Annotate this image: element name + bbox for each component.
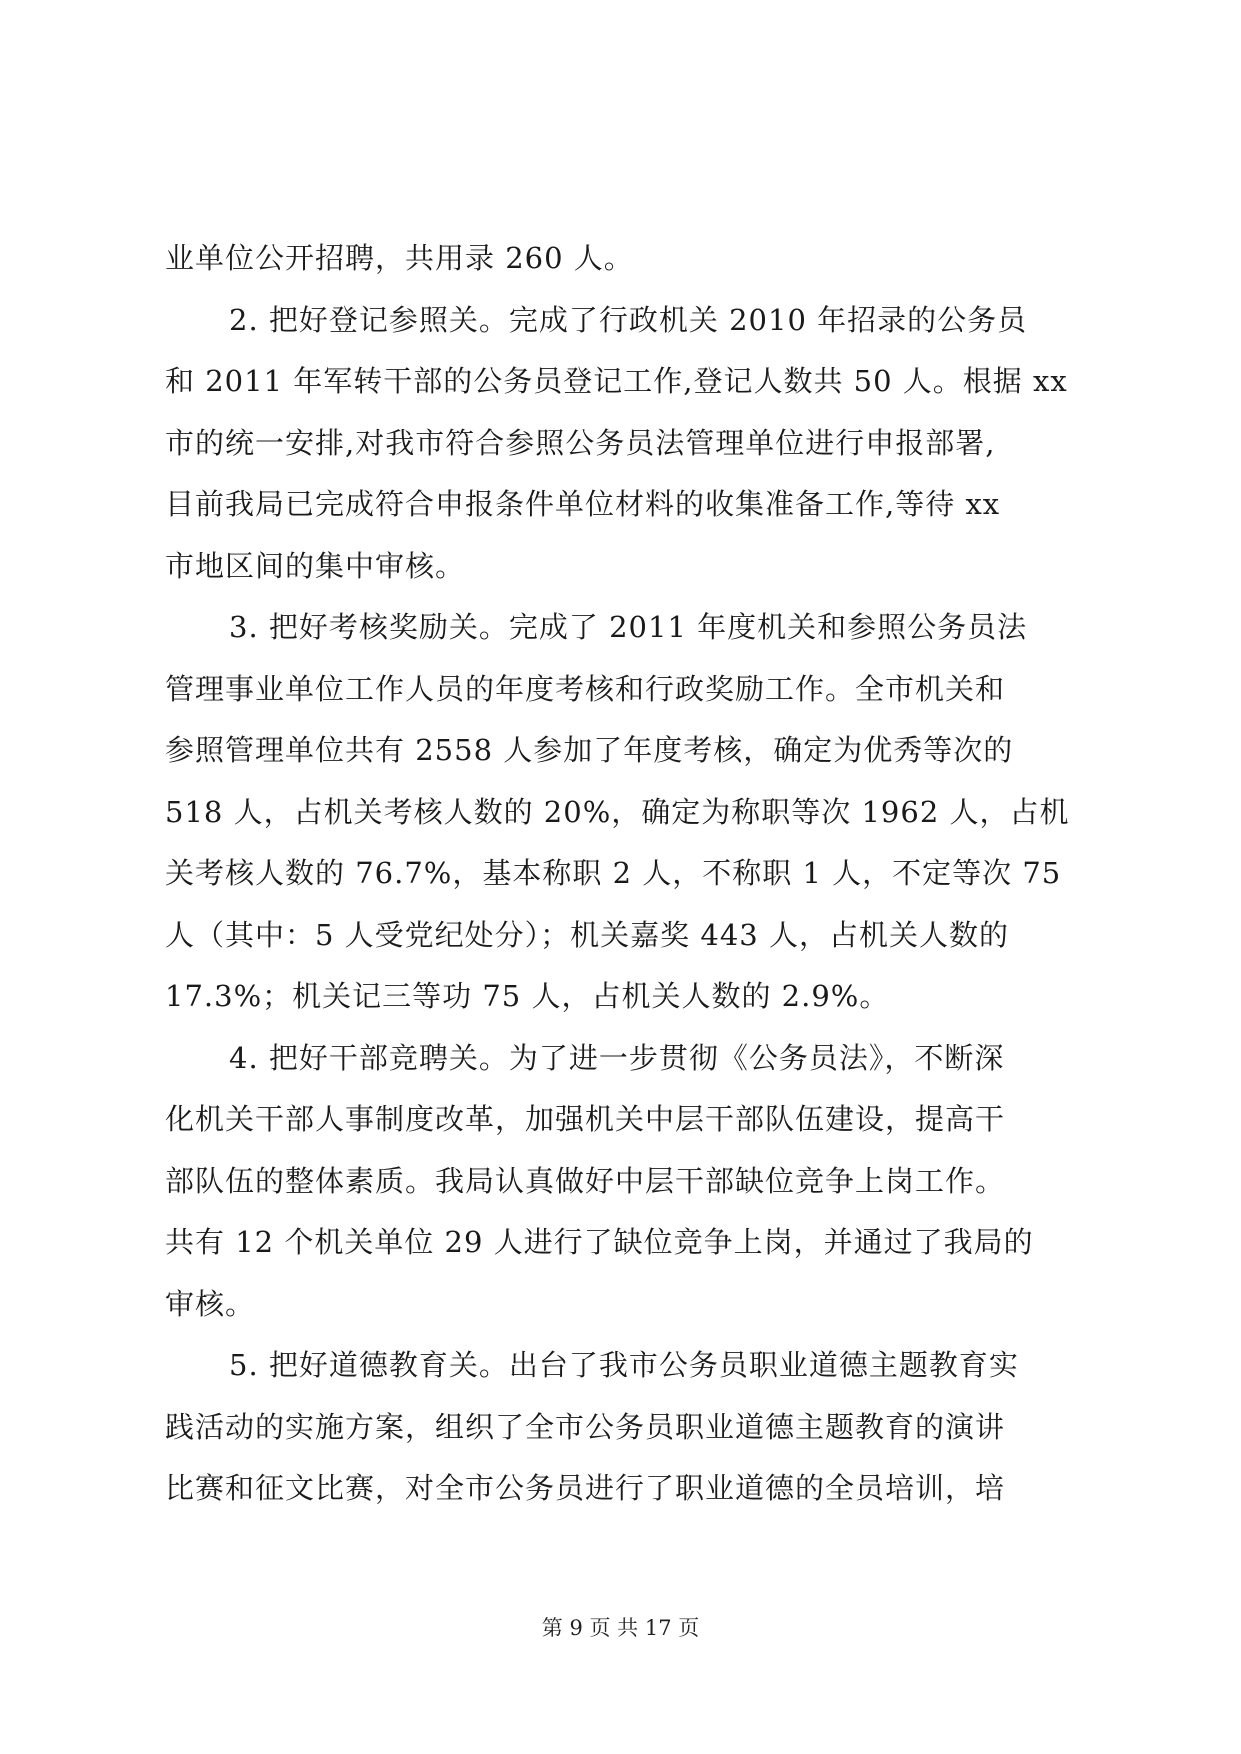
text-line: 和 2011 年军转干部的公务员登记工作,登记人数共 50 人。根据 xx: [165, 364, 1068, 398]
page-footer: 第 9 页 共 17 页: [541, 1616, 700, 1640]
text-line: 17.3%；机关记三等功 75 人，占机关人数的 2.9%。: [165, 979, 890, 1013]
paragraph-2-start: 2. 把好登记参照关。完成了行政机关 2010 年招录的公务员: [229, 302, 1028, 337]
body-text: [165, 228, 1080, 1520]
text-line: 人（其中：5 人受党纪处分）；机关嘉奖 443 人，占机关人数的: [165, 917, 1009, 952]
text-line: 业单位公开招聘，共用录 260 人。: [165, 241, 634, 275]
paragraph-4-start: 4. 把好干部竞聘关。为了进一步贯彻《公务员法》，不断深: [229, 1040, 1005, 1075]
text-line: 市的统一安排,对我市符合参照公务员法管理单位进行申报部署,: [165, 425, 996, 460]
text-line: 目前我局已完成符合申报条件单位材料的收集准备工作,等待 xx: [165, 487, 1001, 521]
text-line: 参照管理单位共有 2558 人参加了年度考核，确定为优秀等次的: [165, 733, 1014, 767]
text-line: 市地区间的集中审核。: [165, 548, 466, 583]
text-line: 关考核人数的 76.7%，基本称职 2 人，不称职 1 人，不定等次 75: [165, 856, 1062, 890]
text-line: 518 人，占机关考核人数的 20%，确定为称职等次 1962 人，占机: [165, 794, 1070, 829]
text-line: 比赛和征文比赛，对全市公务员进行了职业道德的全员培训，培: [165, 1471, 1006, 1505]
text-line: 管理事业单位工作人员的年度考核和行政奖励工作。全市机关和: [165, 671, 1006, 706]
text-line: 化机关干部人事制度改革，加强机关中层干部队伍建设，提高干: [165, 1102, 1006, 1136]
text-line: 审核。: [165, 1286, 256, 1321]
text-line: 践活动的实施方案，组织了全市公务员职业道德主题教育的演讲: [165, 1409, 1006, 1444]
paragraph-3-start: 3. 把好考核奖励关。完成了 2011 年度机关和参照公务员法: [229, 610, 1028, 644]
paragraph-5-start: 5. 把好道德教育关。出台了我市公务员职业道德主题教育实: [229, 1348, 1019, 1382]
text-line: 部队伍的整体素质。我局认真做好中层干部缺位竞争上岗工作。: [165, 1163, 1006, 1198]
text-line: 共有 12 个机关单位 29 人进行了缺位竞争上岗，并通过了我局的: [165, 1225, 1034, 1259]
